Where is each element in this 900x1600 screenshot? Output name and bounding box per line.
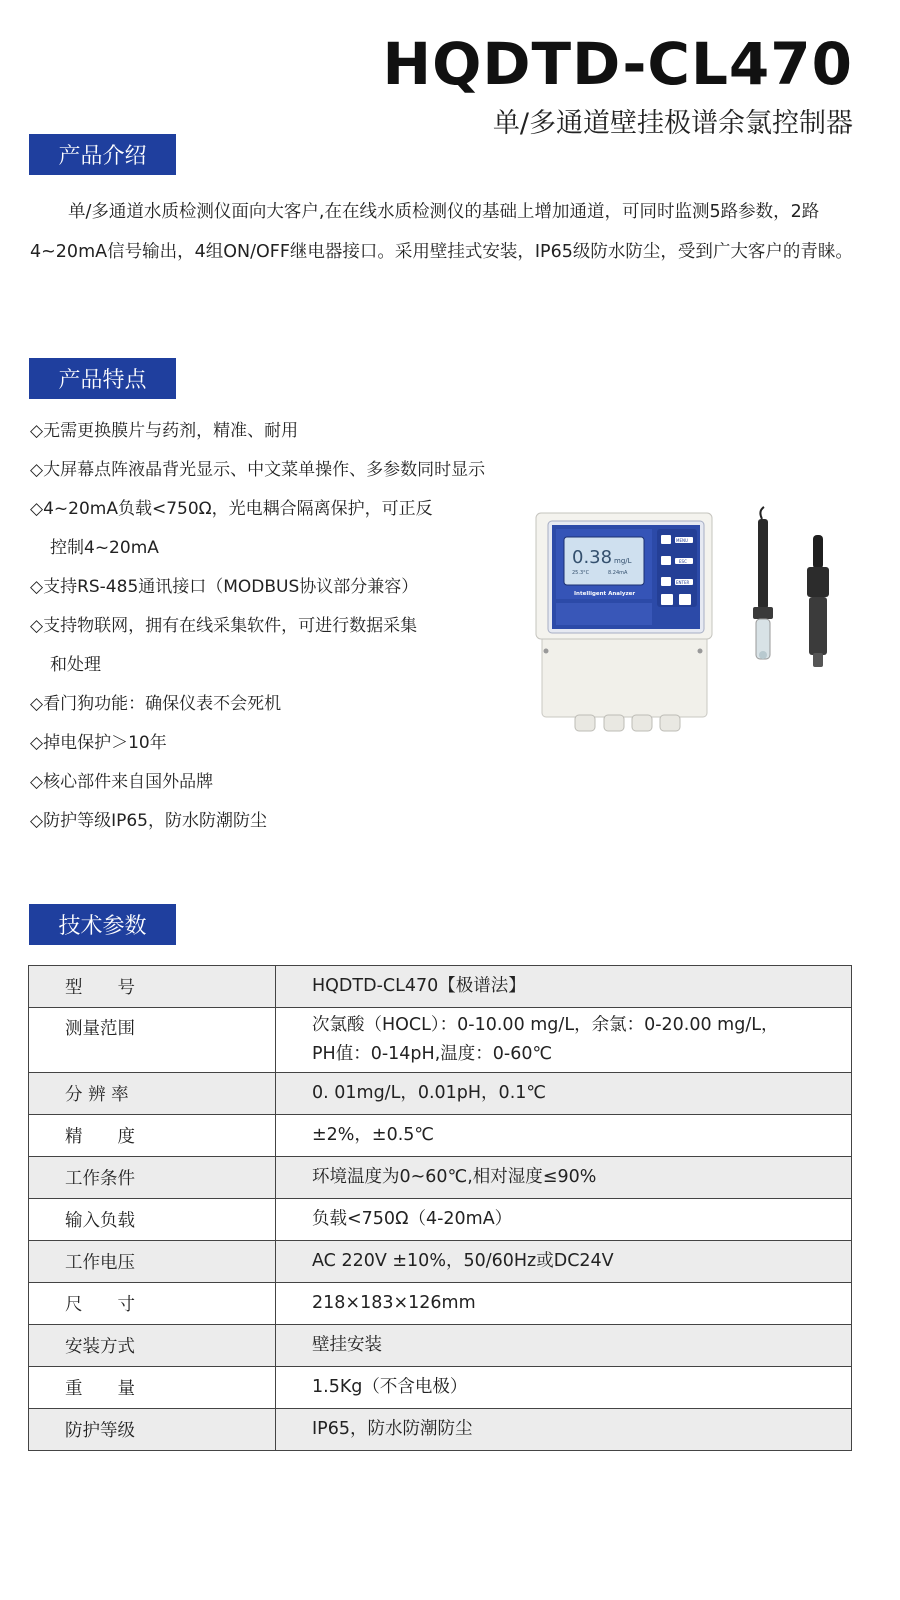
table-row — [29, 1008, 852, 1073]
feature-text: ◇防护等级IP65，防水防潮防尘 — [30, 811, 267, 831]
electrode-probe-1 — [753, 507, 773, 659]
product-title: HQDTD-CL470 — [382, 30, 853, 98]
table-row — [29, 1409, 852, 1451]
spec-key: 尺 寸 — [29, 1283, 276, 1325]
spec-value: 218×183×126mm — [276, 1283, 852, 1325]
spec-value — [276, 1008, 852, 1073]
spec-value: IP65，防水防潮防尘 — [276, 1409, 852, 1451]
section-header-features: 产品特点 — [29, 358, 176, 399]
spec-value: 1.5Kg（不含电极） — [276, 1367, 852, 1409]
lcd-sub-temp: 25.3°C — [572, 570, 590, 576]
spec-key: 测量范围 — [29, 1008, 276, 1073]
feature-item — [30, 490, 550, 568]
spec-key: 安装方式 — [29, 1325, 276, 1367]
table-row — [29, 1199, 852, 1241]
feature-item — [30, 568, 550, 607]
feature-text: ◇掉电保护＞10年 — [30, 733, 167, 753]
spec-value: ±2%，±0.5℃ — [276, 1115, 852, 1157]
feature-text: ◇看门狗功能：确保仪表不会死机 — [30, 694, 282, 714]
feature-text: ◇4~20mA负载<750Ω，光电耦合隔离保护，可正反 — [30, 499, 433, 519]
spec-key: 重 量 — [29, 1367, 276, 1409]
spec-key: 输入负载 — [29, 1199, 276, 1241]
housing-lower — [542, 635, 707, 717]
table-row — [29, 1157, 852, 1199]
spec-value-line: PH值：0-14pH,温度：0-60℃ — [312, 1044, 553, 1064]
feature-item — [30, 451, 550, 490]
feature-text: ◇无需更换膜片与药剂，精准、耐用 — [30, 421, 299, 441]
feature-list — [30, 412, 550, 841]
section-header-intro: 产品介绍 — [29, 134, 176, 175]
spec-value: 0. 01mg/L，0.01pH，0.1℃ — [276, 1073, 852, 1115]
spec-key: 防护等级 — [29, 1409, 276, 1451]
key-menu-label: MENU — [676, 538, 688, 543]
table-row — [29, 1367, 852, 1409]
brand-label: Intelligent Analyzer — [574, 591, 636, 597]
spec-key: 工作电压 — [29, 1241, 276, 1283]
lcd-reading: 0.38 — [572, 547, 613, 568]
spec-key: 工作条件 — [29, 1157, 276, 1199]
key-enter-label: ENTER — [676, 580, 690, 585]
feature-text-continued: 和处理 — [50, 655, 101, 675]
spec-value: 壁挂安装 — [276, 1325, 852, 1367]
feature-text: ◇支持RS-485通讯接口（MODBUS协议部分兼容） — [30, 577, 419, 597]
feature-item — [30, 724, 550, 763]
spec-value: HQDTD-CL470【极谱法】 — [276, 966, 852, 1008]
electrode-probe-2 — [807, 535, 829, 667]
spec-key: 型 号 — [29, 966, 276, 1008]
spec-value-line: 次氯酸（HOCL）：0-10.00 mg/L，余氯：0-20.00 mg/L， — [312, 1015, 779, 1035]
product-image — [530, 505, 870, 770]
feature-text-continued: 控制4~20mA — [50, 538, 159, 558]
feature-item — [30, 763, 550, 802]
table-row — [29, 1241, 852, 1283]
feature-text: ◇支持物联网，拥有在线采集软件，可进行数据采集 — [30, 616, 418, 636]
table-row — [29, 966, 852, 1008]
spec-value: 负载<750Ω（4-20mA） — [276, 1199, 852, 1241]
table-row — [29, 1283, 852, 1325]
table-row — [29, 1325, 852, 1367]
key-esc-label: ESC — [679, 559, 687, 564]
table-row — [29, 1115, 852, 1157]
feature-text: ◇核心部件来自国外品牌 — [30, 772, 214, 792]
spec-key: 精 度 — [29, 1115, 276, 1157]
table-row — [29, 1073, 852, 1115]
spec-value: 环境温度为0~60℃,相对湿度≤90% — [276, 1157, 852, 1199]
feature-item — [30, 802, 550, 841]
feature-item — [30, 607, 550, 685]
spec-key: 分 辨 率 — [29, 1073, 276, 1115]
feature-text: ◇大屏幕点阵液晶背光显示、中文菜单操作、多参数同时显示 — [30, 460, 486, 480]
spec-value: AC 220V ±10%，50/60Hz或DC24V — [276, 1241, 852, 1283]
feature-item — [30, 685, 550, 724]
feature-item — [30, 412, 550, 451]
lcd-sub-ma: 8.24mA — [608, 570, 628, 576]
section-header-params: 技术参数 — [29, 904, 176, 945]
spec-table — [28, 965, 852, 1451]
product-subtitle: 单/多通道壁挂极谱余氯控制器 — [492, 108, 853, 139]
intro-paragraph: 单/多通道水质检测仪面向大客户,在在线水质检测仪的基础上增加通道，可同时监测5路参数，2路4~20mA信号输出，4组ON/OFF继电器接口。采用壁挂式安装，IP65级防水防尘，受到广大客户的青睐。 — [30, 202, 853, 262]
lcd-unit: mg/L — [614, 557, 632, 565]
